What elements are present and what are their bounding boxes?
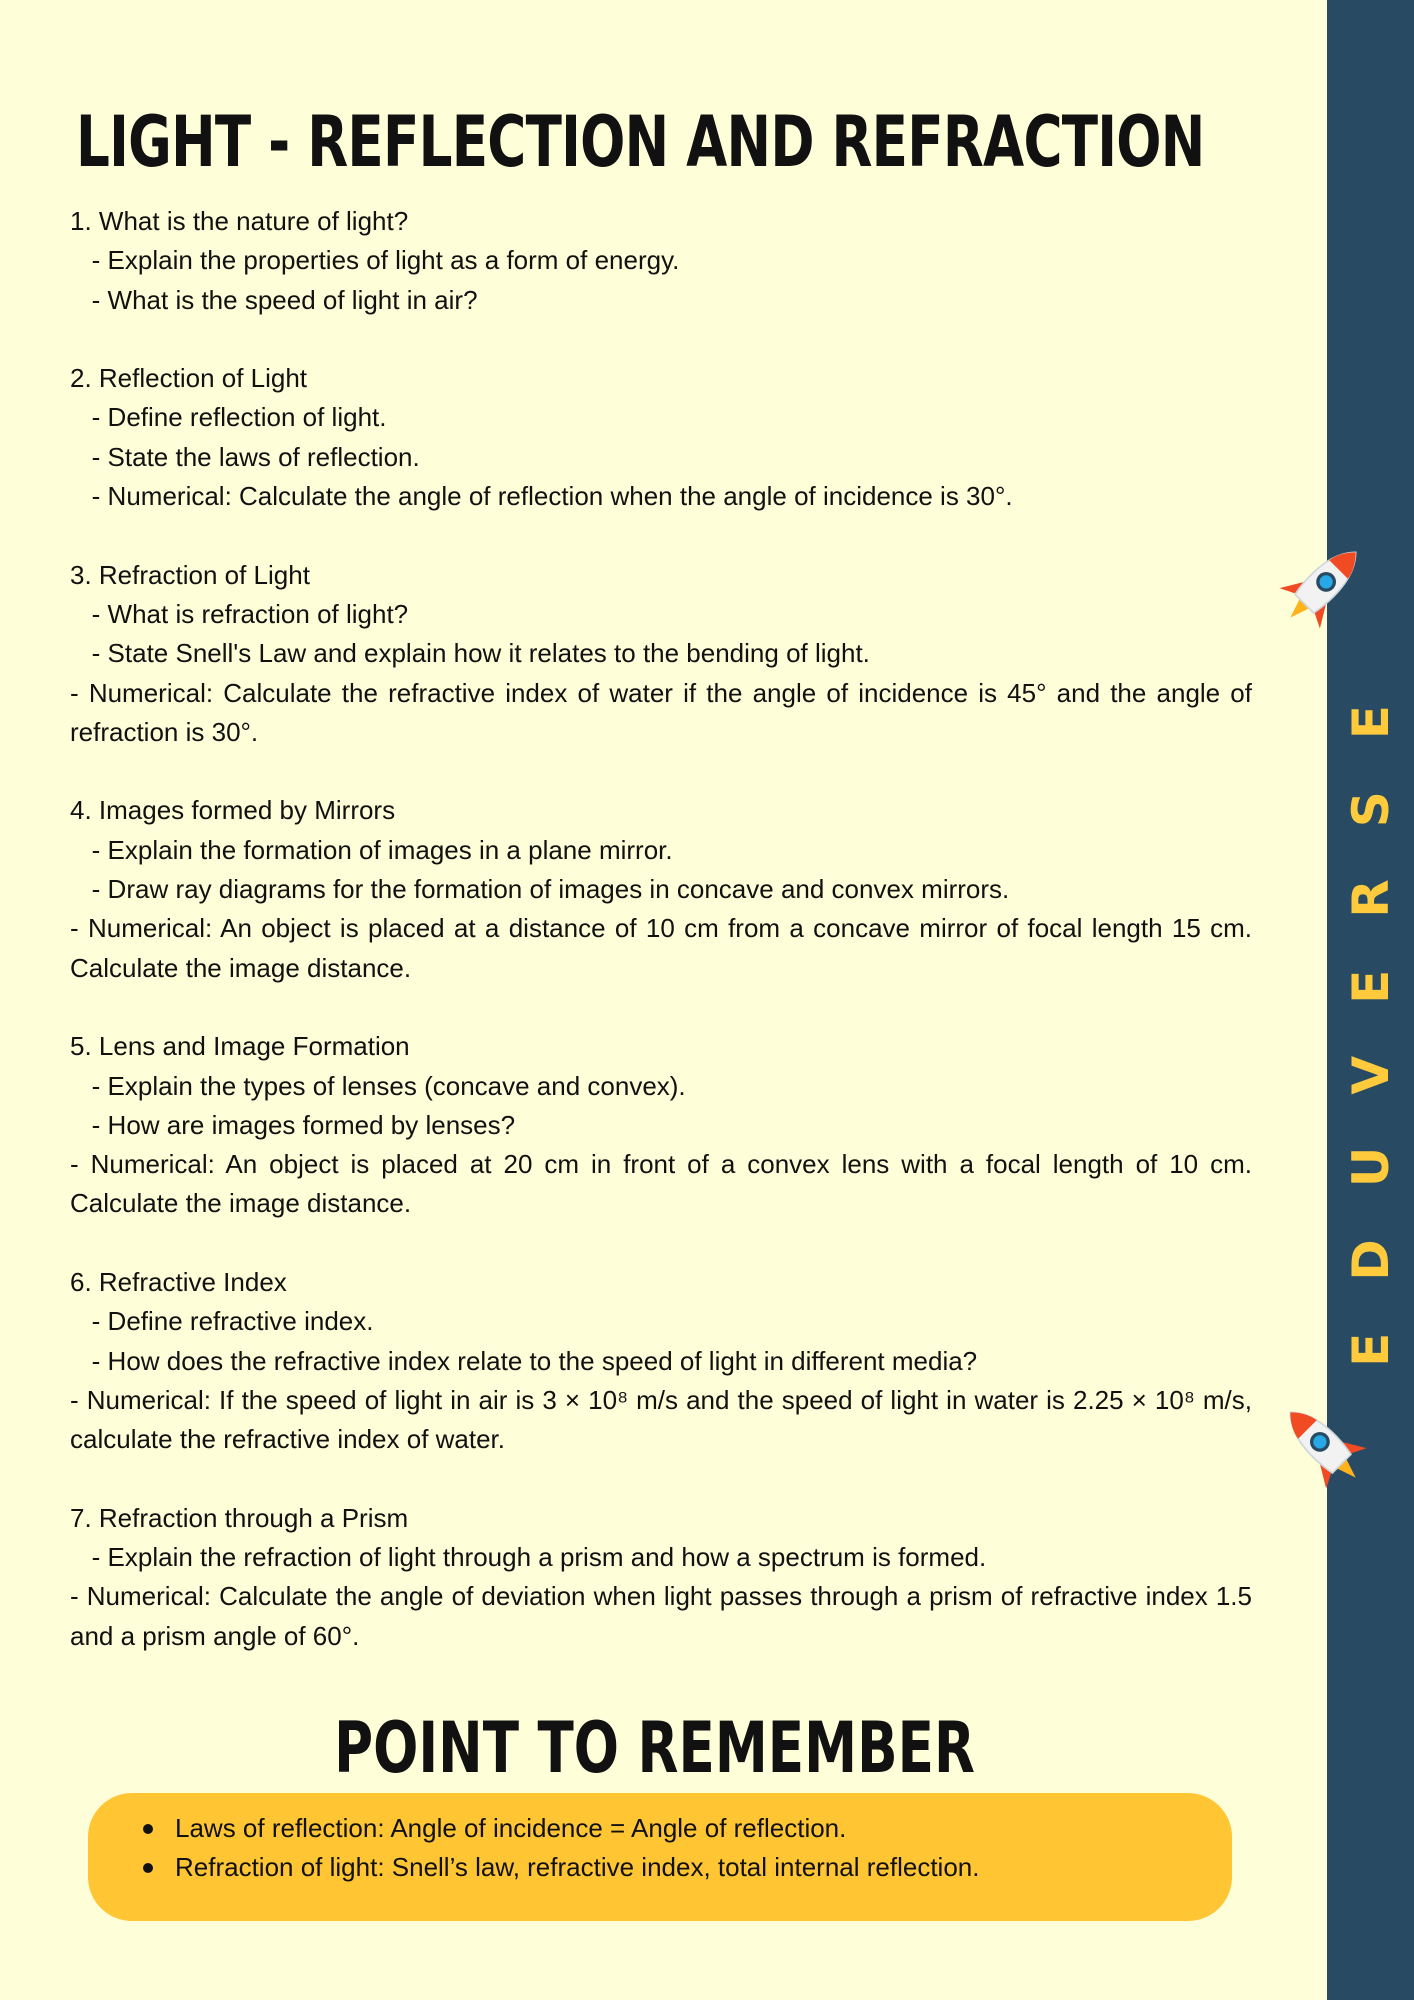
page-title: LIGHT - REFLECTION AND REFRACTION <box>76 101 1205 183</box>
brand-label-wrap <box>1327 653 1414 1367</box>
section-heading: 1. What is the nature of light? <box>70 206 409 236</box>
question-line: - Draw ray diagrams for the formation of images in concave and convex mirrors. <box>70 874 1010 905</box>
section-5 <box>70 1027 1252 1223</box>
section-heading: 5. Lens and Image Formation <box>70 1031 410 1062</box>
points-heading: POINT TO REMEMBER <box>334 1707 976 1789</box>
question-line: - Explain the properties of light as a form of energy. <box>70 245 680 276</box>
numerical-line: - Numerical: Calculate the angle of deviation when light passes through a prism of refractive index 1.5 and a prism angle of 60°. <box>70 1581 1252 1651</box>
points-heading-wrap <box>0 1698 1310 1798</box>
question-line: - Explain the refraction of light through a prism and how a spectrum is formed. <box>70 1542 987 1573</box>
question-line: - Define refractive index. <box>70 1306 374 1337</box>
rocket-icon <box>1268 530 1378 640</box>
section-heading: 3. Refraction of Light <box>70 559 310 590</box>
rocket-icon <box>1268 1390 1378 1500</box>
question-line: - How does the refractive index relate to the speed of light in different media? <box>70 1345 978 1376</box>
section-6 <box>70 1263 1252 1459</box>
question-line: - What is the speed of light in air? <box>70 284 478 315</box>
section-heading: 7. Refraction through a Prism <box>70 1502 409 1533</box>
numerical-line: - Numerical: An object is placed at 20 cm in front of a convex lens with a focal length of 10 cm. Calculate the image distance. <box>70 1149 1252 1219</box>
section-7 <box>70 1499 1252 1656</box>
section-2 <box>70 359 1252 516</box>
section-heading: 4. Images formed by Mirrors <box>70 795 396 826</box>
brand-label: EDUVERSE <box>1341 653 1400 1367</box>
section-1 <box>70 202 1252 320</box>
question-line: - How are images formed by lenses? <box>70 1109 516 1140</box>
question-line: - State Snell's Law and explain how it relates to the bending of light. <box>70 638 870 669</box>
point-item: Refraction of light: Snell’s law, refractive index, total internal reflection. <box>140 1848 979 1887</box>
numerical-line: - Numerical: An object is placed at a distance of 10 cm from a concave mirror of focal length 15 cm. Calculate the image distance. <box>70 913 1252 983</box>
question-line: - Explain the formation of images in a plane mirror. <box>70 834 673 865</box>
question-line: - State the laws of reflection. <box>70 441 420 472</box>
question-line: - Define reflection of light. <box>70 402 387 433</box>
section-heading: 6. Refractive Index <box>70 1267 287 1298</box>
question-list <box>70 202 1252 1695</box>
section-3 <box>70 556 1252 752</box>
question-line: - What is refraction of light? <box>70 598 409 629</box>
numerical-line: - Numerical: Calculate the angle of reflection when the angle of incidence is 30°. <box>70 481 1013 512</box>
section-heading: 2. Reflection of Light <box>70 363 308 394</box>
section-4 <box>70 791 1252 987</box>
point-item: Laws of reflection: Angle of incidence = Angle of reflection. <box>140 1809 979 1848</box>
numerical-line: - Numerical: Calculate the refractive index of water if the angle of incidence is 45° and the angle of refraction is 30°. <box>70 677 1252 747</box>
points-list <box>140 1809 979 1887</box>
question-line: - Explain the types of lenses (concave and convex). <box>70 1070 686 1101</box>
numerical-line: - Numerical: If the speed of light in air is 3 × 10⁸ m/s and the speed of light in water is 2.25 × 10⁸ m/s, calculate the refractive index of water. <box>70 1384 1252 1455</box>
